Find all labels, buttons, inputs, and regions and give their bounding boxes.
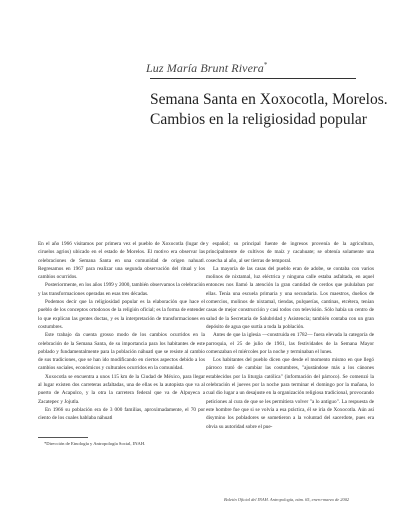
footnote-rule	[38, 437, 88, 438]
title-rule	[150, 78, 356, 79]
paragraph: Los habitantes del pueblo dicen que desde el momento mismo en que llegó párroco trató de cambiar las costumbres, "ajustándose más a los cánones establecidos por la liturgia católica" (información del párroco). Se comenzó la celebración el jueves por la noche para terminar el domingo por la mañana, lo cual dio lugar a un desajuste en la organización religiosa tradicional, provocando peticiones al cura de que se les permitiera volver "a lo antiguo". La respuesta de este hombre fue que si se volvía a esa práctica, él se iría de Xoxocotla. Aún así disymino los pobladores se sometieron a la voluntad del sacerdote, pues era obvia su autoridad sobre el pue-	[206, 357, 374, 430]
paragraph: Xoxocotla se encuentra a unos 115 km de la Ciudad de México, para llegar al lugar existen dos carreteras asfaltadas, una de ellas es la autopista que va al puerto de Acapulco, y la otra la carretera federal que va de Alpuyeca a Zacatepec y Jojutla.	[38, 373, 205, 405]
author-name-text: Luz María Brunt Rivera	[146, 61, 264, 75]
paragraph: Podemos decir que la religiosidad popular es la elaboración que hace el pueblo de los conceptos ortodoxos de la religión oficial; es la forma de entender lo que explican las gentes doctas, y es la interpretación de transformaciones en costumbres.	[38, 299, 205, 330]
paragraph: La mayoría de las casas del pueblo eran de adobe, se contaba con varios molinos de nixtamal, luz eléctrica y ninguna calle estaba asfaltada, en aquel entonces nos llamó la atención la gran cantidad de cerdos que pululaban por ellas. Tenía una escuela primaria y una secundaria. Los maestros, dueños de comercios, molinos de nixtamal, tiendas, pulquerías, cantinas, etcétera, tenían casas de mejor construcción y casi todos con televisión. Sólo había un centro de salud de la Secretaría de Salubridad y Asistencia; también contaba con un gran depósito de agua que surtía a toda la población.	[206, 265, 374, 330]
author-footnote-mark: *	[263, 61, 268, 69]
title-line-1: Semana Santa en Xoxocotla, Morelos.	[150, 91, 388, 108]
paragraph: Posteriormente, en los años 1999 y 2000, también observamos la celebración y las transformaciones operadas en esas tres décadas.	[38, 282, 205, 297]
paragraph: Antes de que la iglesia —construida en 1782— fuera elevada la categoría de parroquia, el 25 de julio de 1961, las festividades de la Semana Mayor comenzaban el miércoles por la noche y terminaban el lunes.	[206, 332, 374, 355]
body-column-left	[38, 240, 205, 423]
footnote: *Dirección de Etnología y Antropología Social, INAH.	[44, 441, 146, 446]
paragraph: y español; su principal fuente de ingresos provenía de la agricultura, principalmente de cultivos de maíz y cacahuate; se obtenía solamente una cosecha al año, al ser tierras de temporal.	[206, 241, 374, 264]
paragraph: Este trabajo da cuenta grosso modo de los cambios ocurridos en la celebración de la Semana Santa, de su importancia para los habitantes de este poblado y fundamentalmente para la población náhuatl que se resiste al cambio de sus tradiciones, que se han ido modificando en ciertos aspectos debido a los cambios sociales, económicos y culturales ocurridos en la comunidad.	[38, 332, 205, 372]
article-title	[150, 90, 400, 129]
body-column-right	[206, 240, 374, 431]
paragraph: En el año 1966 visitamos por primera vez el pueblo de Xoxocotla (lugar de ciruelos agrios) ubicado en el estado de Morelos. El motivo era observar las celebraciones de Semana Santa en una comunidad de origen nahuatl. Regresamos en 1967 para realizar una segunda observación del ritual y los cambios ocurridos.	[38, 241, 205, 281]
title-line-2: Cambios en la religiosidad popular	[150, 110, 367, 128]
running-footer: Boletín Oficial del INAH. Antropología, núm. 65, enero-marzo de 2002	[224, 497, 350, 502]
paragraph: En 1966 su población era de 3 000 familias, aproximadamente, el 70 por ciento de los cuales hablaba náhuatl	[38, 406, 205, 422]
author-name	[146, 61, 366, 76]
